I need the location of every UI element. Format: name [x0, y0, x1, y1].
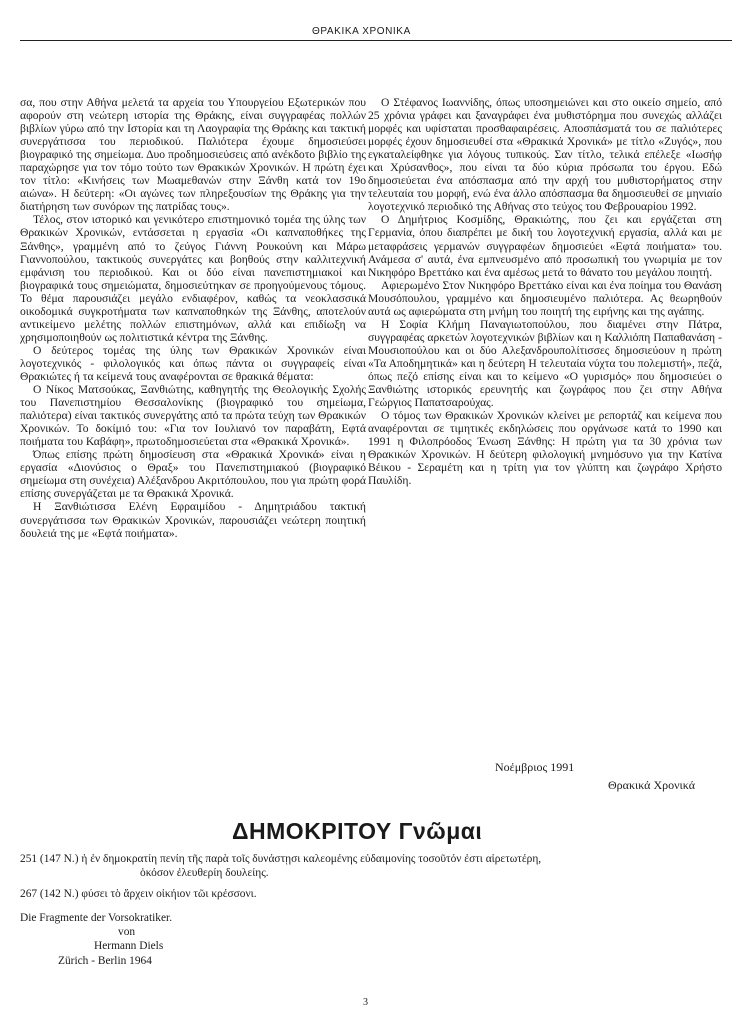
- fragment-number: 267 (142 N.): [20, 888, 79, 900]
- signature-author: Θρακικά Χρονικά: [608, 778, 695, 792]
- paragraph: Ο Νίκος Ματσούκας, Ξανθιώτης, καθηγητής της Θεολογικής Σχολής του Πανεπιστημίου Θεσσαλονίκης (βιογραφικό του σημείωμα, παλιότερα) είναι τακτικός συνεργάτης από τα πρώτα τεύχη των Θρακικών Χρονικών. Το δοκίμιό του: «Για τον Ιουλιανό τον παραβάτη, Εφτά ποιήματα του Καβάφη», πρωτοδημοσιεύεται στα «Θρακικά Χρονικά».: [20, 383, 366, 449]
- paragraph: Η Ξανθιώτισσα Ελένη Εφραιμίδου - Δημητριάδου τακτική συνεργάτισσα των Θρακικών Χρονικών, παρουσιάζει νεώτερη ποιητική δουλειά της με «Εφτά ποιήματα».: [20, 500, 366, 540]
- paragraph: Ο Στέφανος Ιωαννίδης, όπως υποσημειώνει και στο οικείο σημείο, από 25 χρόνια γράφει και ξαναγράφει ένα μυθιστόρημα που συνεχώς αλλάζει μορφές και υφίσταται προσθαφαιρέσεις. Αποσπάσματά του σε παλιότερες μορφές έχουν δημοσιευθεί στα «Θρακικά Χρονικά» με τίτλο «Ζυγός», που εγκαταλείφθηκε για λόγους τυπικούς. Σαν τίτλο, τελικά επέλεξε «Ιωσήφ και Χρύσανθος», που είναι τα δύο κύρια πρόσωπα του έργου. Εδώ δημοσιεύεται ένα απόσπασμα από την αρχή του μυθιστορήματος στην τελευταία του μορφή, ενώ ένα άλλο απόσπασμα θα δημοσιευθεί σε μηνιαίο λογοτεχνικό περιοδικό της Αθήνας στο τεύχος του Φεβρουαρίου 1992.: [368, 96, 722, 214]
- header-rule: [20, 40, 732, 41]
- signature-date: Νοέμβριος 1991: [495, 760, 575, 774]
- journal-title: ΘΡΑΚΙΚΑ ΧΡΟΝΙΚΑ: [312, 26, 411, 37]
- paragraph: Τέλος, στον ιστορικό και γενικότερο επιστημονικό τομέα της ύλης των Θρακικών Χρονικών, εντάσσεται η εργασία «Οι καπναποθήκες της Ξάνθης», γραμμένη από το ζεύγος Γιάννη Ρουκούνη και Μάρω Γιαννοπούλου, τακτικούς συνεργάτες και βοηθούς στην καλλιτεχνική εμφάνιση του περιοδικού. Και οι δύο είναι πανεπιστημιακοί και βιογραφικά τους σημειώματα, δημοσιεύτηκαν σε προηγούμενους τόμους. Το θέμα παρουσιάζει μεγάλο ενδιαφέρον, καθώς τα νεοκλασσικά οικοδομικά συγκροτήματα των καπναποθηκών της Ξάνθης, αποτελούν αντικείμενο μελέτης πολλών επιστημόνων, αλλά και επιδίωξη να χρησιμοποιηθούν ως πολιτιστικά κέντρα της Ξάνθης.: [20, 213, 366, 344]
- paragraph: Αφιερωμένο Στον Νικηφόρο Βρεττάκο είναι και ένα ποίημα του Θανάση Μουσόπουλου, γραμμένο και δημοσιευμένο παλιότερα. Ας θεωρηθούν αυτά ως αφιερώματα στη μνήμη του ποιητή της ειρήνης και της αγάπης.: [368, 278, 722, 318]
- section-heading: ΔΗΜΟΚΡΙΤΟΥ Γνῶμαι: [232, 818, 483, 844]
- source-by: von: [118, 926, 136, 938]
- right-column: [368, 96, 722, 487]
- source-title: Die Fragmente der Vorsokratiker.: [20, 912, 173, 924]
- fragment-text: φύσει τὸ ἄρχειν οἰκήιον τῶι κρέσσονι.: [81, 888, 257, 900]
- fragment-text: ἡ ἐν δημοκρατίη πενίη τῆς παρὰ τοῖς δυνάστῃσι καλεομένης εὐδαιμονίης τοσοῦτόν ἐστι αἱρετωτέρη,: [81, 853, 542, 865]
- paragraph: Όπως επίσης πρώτη δημοσίευση στα «Θρακικά Χρονικά» είναι η εργασία «Διονύσιος ο Θραξ» του Πανεπιστημιακού (βιογραφικό σημείωμα στη συνέχεια) Αλέξανδρου Ακριτόπουλου, που για πρώτη φορά επίσης συνεργάζεται με τα Θρακικά Χρονικά.: [20, 448, 366, 501]
- fragment-line: [20, 852, 732, 866]
- paragraph: Ο τόμος των Θρακικών Χρονικών κλείνει με ρεπορτάζ και κείμενα που αναφέρονται σε τιμητικές εκδηλώσεις που οργάνωσε κατά το 1990 και 1991 η Φιλοπρόοδος Ένωση Ξάνθης: Η πρώτη για τα 30 χρόνια των Θρακικών Χρονικών. Η δεύτερη φιλολογική μνημόσυνο για την Κατίνα Βέικου - Σεραμέτη και η τρίτη για τον γλύπτη και ζωγράφο Χρήστο Παυλίδη.: [368, 409, 722, 488]
- page-number: 3: [363, 997, 368, 1008]
- fragment-number: 251 (147 N.): [20, 853, 79, 865]
- paragraph: σα, που στην Αθήνα μελετά τα αρχεία του Υπουργείου Εξωτερικών που αφορούν στη νεώτερη ιστορία της Θράκης, είναι συγγραφέας πολλών βιβλίων γύρω από την Ιστορία και τη Λαογραφία της Θράκης και τακτική συνεργάτισσα του περιοδικού. Παλιότερα έχουμε δημοσιεύσει βιογραφικό της σημείωμα. Δυο προδημοσιεύσεις από ανέκδοτο βιβλίο της παραχώρησε για τον τόμο τούτο των Θρακικών Χρονικών. Η πρώτη έχει τον τίτλο: «Κινήσεις των Μωαμεθανών στην Ξάνθη κατά τον 19ο αιώνα». Η δεύτερη: «Οι αγώνες των πληρεξουσίων της Θράκης για την διατήρηση των συνόρων της πατρίδας τους».: [20, 96, 366, 214]
- paragraph: Ο δεύτερος τομέας της ύλης των Θρακικών Χρονικών είναι λογοτεχνικός - φιλολογικός και όπως πάντα οι συγγραφείς είναι Θρακιώτες ή τα κείμενά τους αναφέρονται σε θρακικά θέματα:: [20, 343, 366, 383]
- fragment-line: [20, 887, 257, 901]
- left-column: [20, 96, 366, 540]
- fragment-continuation: ὁκόσον ἐλευθερίη δουλείης.: [140, 867, 269, 879]
- paragraph: Ο Δημήτριος Κοσμίδης, Θρακιώτης, που ζει και εργάζεται στη Γερμανία, όπου διαπρέπει με δική του λογοτεχνική εργασία, αλλά και με μεταφράσεις γερμανών συγγραφέων δημοσιεύει «Εφτά ποιήματα» του. Ανάμεσα σ' αυτά, ένα εμπνευσμένο από προσωπική του γνωριμία με τον Νικηφόρο Βρεττάκο και ένα αμέσως μετά το θάνατο του μεγάλου ποιητή.: [368, 213, 722, 279]
- source-publication: Zürich - Berlin 1964: [58, 955, 152, 967]
- source-author: Hermann Diels: [94, 940, 164, 952]
- running-header: [20, 26, 732, 40]
- paragraph: Η Σοφία Κλήμη Παναγιωτοπούλου, που διαμένει στην Πάτρα, συγγραφέας αρκετών λογοτεχνικών βιβλίων και η Καλλιόπη Παπαθανάση - Μουσιοπούλου και οι δύο Αλεξανδρουπολίτισσες δημοσιεύουν η πρώτη «Τα Αποδημητικά» και η δεύτερη Η τελευταία νύχτα του πολεμιστή», πεζά, όπως πεζό επίσης είναι και το κείμενο «Ο γυρισμός» που δημοσιεύει ο Ξανθιώτης ιστορικός ερευνητής και ζωγράφος που ζει στην Αθήνα Γεώργιος Παπατσαρούχας.: [368, 317, 722, 410]
